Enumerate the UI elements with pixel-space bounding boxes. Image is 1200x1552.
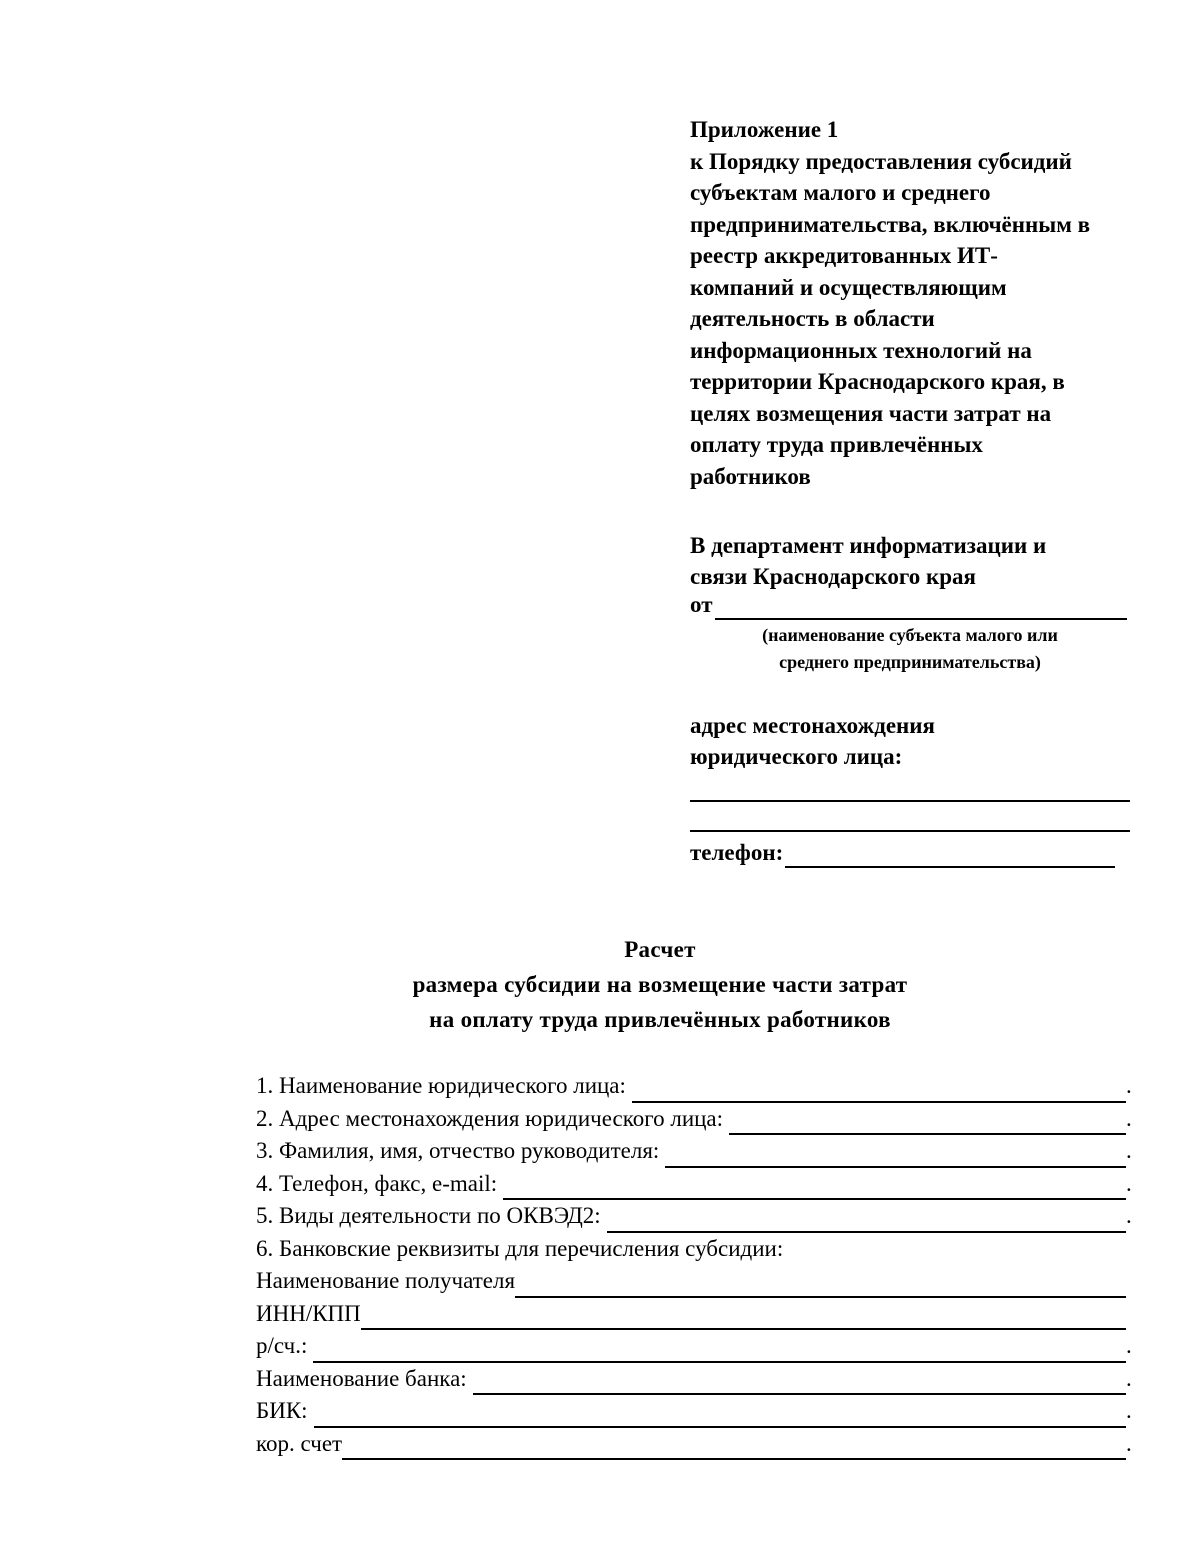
field-end-mark: . (1126, 1333, 1132, 1358)
form-field-row (256, 1200, 1136, 1233)
field-label: 2. Адрес местонахождения юридического лица: (256, 1105, 724, 1131)
from-blank-field[interactable] (715, 598, 1127, 620)
address-label-line: адрес местонахождения (690, 713, 936, 738)
field-label: 3. Фамилия, имя, отчество руководителя: (256, 1138, 660, 1163)
field-end-mark: . (1126, 1398, 1132, 1423)
appendix-line: субъектам малого и среднего (690, 180, 991, 205)
field-blank[interactable] (729, 1111, 1126, 1135)
bank-field-row (256, 1428, 1136, 1461)
appendix-line: территории Краснодарского края, в (690, 369, 1065, 394)
field-label: БИК: (256, 1398, 308, 1423)
appendix-line: информационных технологий на (690, 337, 1032, 363)
address-block (690, 710, 1150, 868)
appendix-line: предпринимательства, включённым в (690, 211, 1091, 237)
field-label: р/сч.: (256, 1333, 308, 1358)
heading-subtitle-line: на оплату труда привлечённых работников (429, 1007, 891, 1032)
field-blank[interactable] (361, 1306, 1126, 1330)
address-label-line: юридического лица: (690, 744, 903, 769)
appendix-header (690, 114, 1150, 492)
field-end-mark: . (1126, 1430, 1132, 1456)
form-field-row (256, 1103, 1136, 1136)
appendix-line: работников (690, 463, 811, 489)
form-field-row (256, 1168, 1136, 1201)
field-label: кор. счет (256, 1430, 343, 1456)
appendix-line: компаний и осуществляющим (690, 274, 1007, 300)
appendix-line: деятельность в области (690, 306, 935, 331)
field-blank[interactable] (632, 1079, 1126, 1103)
field-blank[interactable] (313, 1339, 1126, 1363)
appendix-title: Приложение 1 (690, 117, 839, 142)
bank-heading-row (256, 1233, 1136, 1266)
addressee-line: В департамент информатизации и (690, 533, 1047, 558)
field-blank[interactable] (342, 1436, 1126, 1460)
bank-field-row (256, 1265, 1136, 1298)
field-blank[interactable] (503, 1176, 1126, 1200)
addressee-line: связи Краснодарского края (690, 564, 976, 589)
appendix-line: реестр аккредитованных ИТ- (690, 243, 998, 268)
field-end-mark: . (1126, 1105, 1132, 1131)
field-blank[interactable] (607, 1209, 1126, 1233)
appendix-line: к Порядку предоставления субсидий (690, 148, 1072, 174)
field-label: Наименование получателя (256, 1268, 516, 1293)
appendix-line: оплату труда привлечённых (690, 432, 983, 457)
field-label: ИНН/КПП (256, 1300, 361, 1326)
phone-row (690, 832, 1150, 868)
bank-field-row (256, 1298, 1136, 1331)
form-field-row (256, 1070, 1136, 1103)
field-blank[interactable] (515, 1274, 1126, 1298)
appendix-line: целях возмещения части затрат на (690, 400, 1052, 426)
from-caption-line: среднего предпринимательства) (779, 652, 1041, 672)
field-blank[interactable] (473, 1371, 1126, 1395)
field-blank[interactable] (665, 1144, 1126, 1168)
calculation-heading (300, 932, 1020, 1037)
field-end-mark: . (1126, 1073, 1132, 1098)
from-label: от (690, 592, 713, 617)
bank-field-row (256, 1330, 1136, 1363)
field-end-mark: . (1126, 1138, 1132, 1163)
field-blank[interactable] (314, 1404, 1126, 1428)
field-label: 5. Виды деятельности по ОКВЭД2: (256, 1203, 601, 1228)
bank-field-row (256, 1363, 1136, 1396)
field-end-mark: . (1126, 1365, 1132, 1391)
field-label: 1. Наименование юридического лица: (256, 1073, 626, 1098)
field-end-mark: . (1126, 1170, 1132, 1196)
address-blank-field[interactable] (690, 772, 1130, 802)
addressee-block (690, 530, 1150, 676)
field-label: Наименование банка: (256, 1365, 467, 1391)
phone-label: телефон: (690, 840, 784, 865)
calculation-form (256, 1070, 1136, 1460)
heading-title: Расчет (624, 937, 696, 962)
bank-heading: 6. Банковские реквизиты для перечисления субсидии: (256, 1235, 784, 1261)
field-label: 4. Телефон, факс, e-mail: (256, 1170, 498, 1196)
bank-field-row (256, 1395, 1136, 1428)
form-field-row (256, 1135, 1136, 1168)
heading-subtitle-line: размера субсидии на возмещение части затрат (412, 972, 908, 997)
field-end-mark: . (1126, 1203, 1132, 1228)
from-caption-line: (наименование субъекта малого или (762, 625, 1058, 645)
from-row (690, 592, 1150, 620)
from-caption (690, 622, 1130, 676)
address-blank-field[interactable] (690, 802, 1130, 832)
phone-blank-field[interactable] (785, 846, 1115, 868)
